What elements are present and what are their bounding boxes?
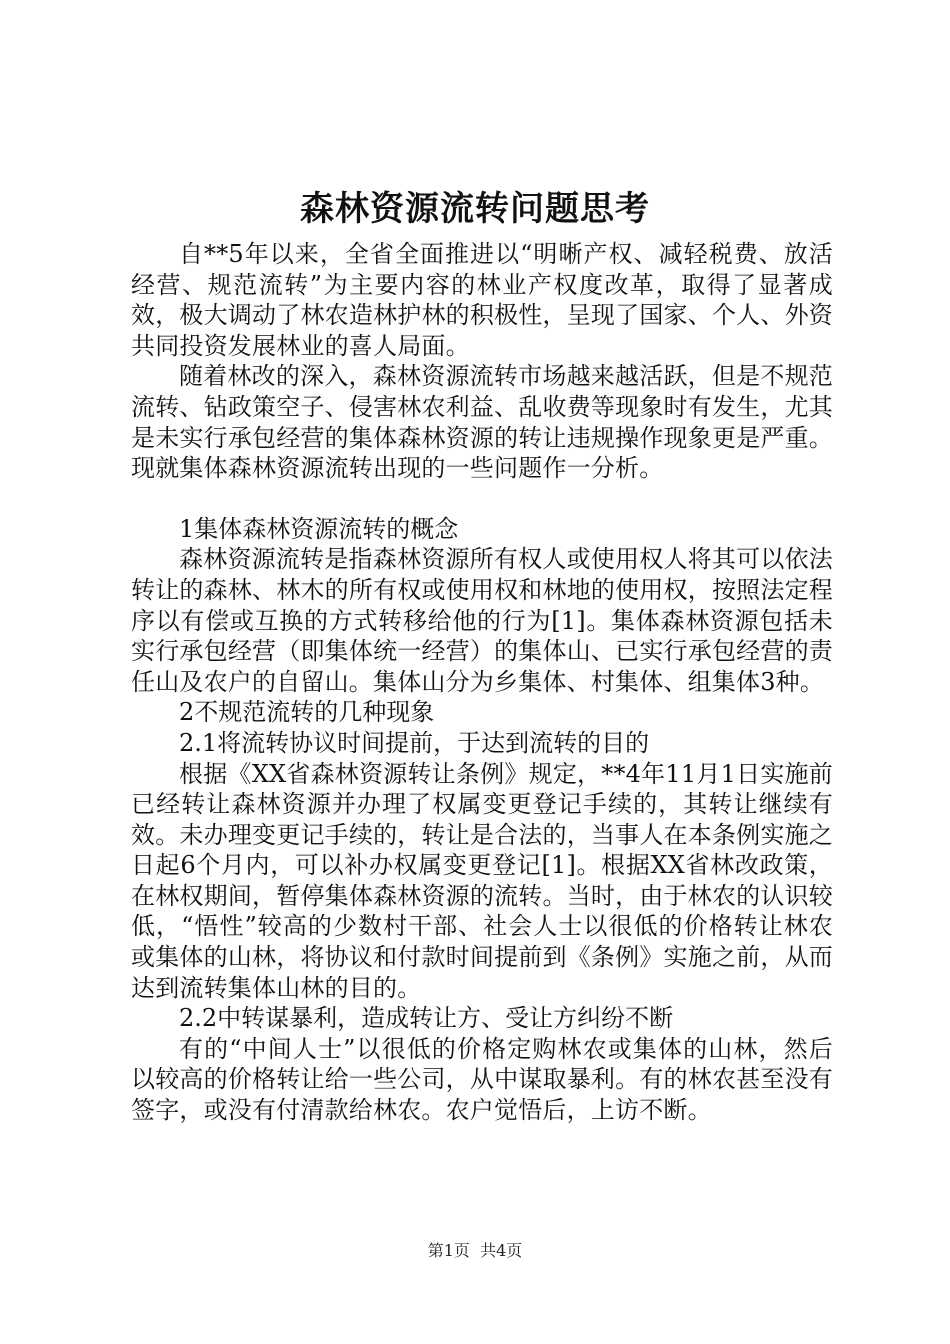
section-1-heading: 1集体森林资源流转的概念 [179,514,459,543]
document-body [131,239,833,1126]
section-2-1-paragraph: 根据《XX省森林资源转让条例》规定，**4年11月1日实施前已经转让森林资源并办理了权属变更登记手续的，其转让继续有效。未办理变更记手续的，转让是合法的，当事人在本条例实施之日起6个月内，可以补办权属变更登记[1]。根据XX省林改政策，在林权期间，暂停集体森林资源的流转。当时，由于林农的认识较低，“悟性”较高的少数村干部、社会人士以很低的价格转让林农或集体的山林，将协议和付款时间提前到《条例》实施之前，从而达到流转集体山林的目的。 [131,759,833,1002]
section-2-heading: 2不规范流转的几种现象 [179,698,435,727]
document-title: 森林资源流转问题思考 [300,189,650,229]
intro-paragraph-1: 自**5年以来，全省全面推进以“明晰产权、减轻税费、放活经营、规范流转”为主要内容的林业产权度改革，取得了显著成效，极大调动了林农造林护林的积极性，呈现了国家、个人、外资共同投资发展林业的喜人局面。 [131,240,833,360]
page-total: 共4页 [480,1241,523,1260]
section-1-paragraph: 森林资源流转是指森林资源所有权人或使用权人将其可以依法转让的森林、林木的所有权或使用权和林地的使用权，按照法定程序以有偿或互换的方式转移给他的行为[1]。集体森林资源包括未实行承包经营（即集体统一经营）的集体山、已实行承包经营的责任山及农户的自留山。集体山分为乡集体、村集体、组集体3种。 [131,545,833,696]
page-number: 第1页 [427,1241,470,1260]
section-2-2-heading: 2.2中转谋暴利，造成转让方、受让方纠纷不断 [179,1004,674,1033]
section-2-1-heading: 2.1将流转协议时间提前，于达到流转的目的 [179,728,650,757]
paragraph-spacer [131,484,833,514]
page-footer [0,1240,950,1262]
intro-paragraph-2: 随着林改的深入，森林资源流转市场越来越活跃，但是不规范流转、钻政策空子、侵害林农利益、乱收费等现象时有发生，尤其是未实行承包经营的集体森林资源的转让违规操作现象更是严重。现就集体森林资源流转出现的一些问题作一分析。 [131,362,833,483]
section-2-2-paragraph: 有的“中间人士”以很低的价格定购林农或集体的山林，然后以较高的价格转让给一些公司，从中谋取暴利。有的林农甚至没有签字，或没有付清款给林农。农户觉悟后，上访不断。 [131,1034,833,1125]
